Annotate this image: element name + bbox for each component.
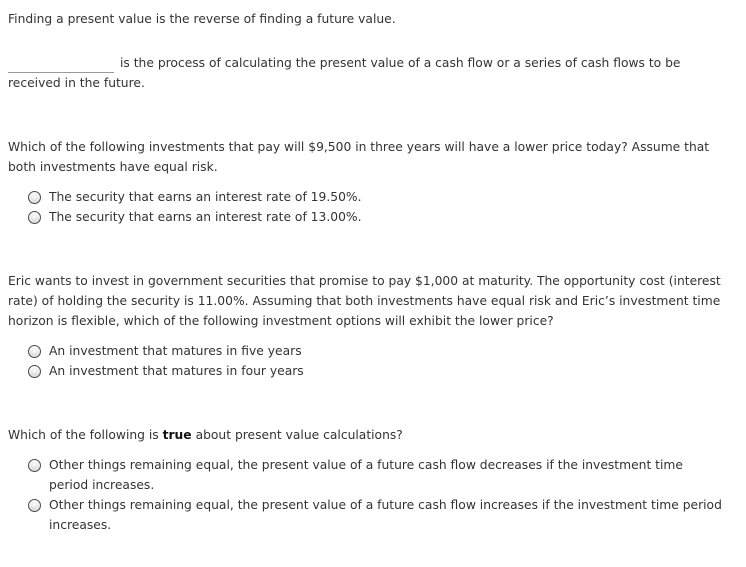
radio-button[interactable] [28, 345, 41, 358]
radio-button[interactable] [28, 499, 41, 512]
question-2-prompt: Eric wants to invest in government securities that promise to pay $1,000 at maturity. The opportunity cost (interest rate) of holding the security is 11.00%. Assuming that both investments have equal risk and Eric’s investment time horizon is flexible, which of the following investment options will exhibit the lower price? [8, 274, 721, 328]
radio-button[interactable] [28, 365, 41, 378]
radio-button[interactable] [28, 211, 41, 224]
radio-button[interactable] [28, 191, 41, 204]
question-3-option-a[interactable]: Other things remaining equal, the present value of a future cash flow decreases if the investment time period increases. [28, 455, 722, 495]
intro-text: Finding a present value is the reverse of finding a future value. [8, 12, 396, 26]
question-1-prompt: Which of the following investments that pay will $9,500 in three years will have a lower price today? Assume that both investments have equal risk. [8, 140, 710, 174]
fill-blank-statement [8, 53, 722, 93]
question-1-option-b[interactable]: The security that earns an interest rate of 13.00%. [28, 207, 722, 227]
question-2-option-a[interactable]: An investment that matures in five years [28, 341, 722, 361]
answer-blank-dropdown[interactable] [8, 58, 114, 73]
question-3-prompt: Which of the following is true about present value calculations? [8, 428, 403, 442]
emphasis-true: true [162, 428, 192, 442]
question-2-option-b[interactable]: An investment that matures in four years [28, 361, 722, 381]
question-3-option-b[interactable]: Other things remaining equal, the present value of a future cash flow increases if the investment time period increases. [28, 495, 722, 535]
question-2-options [28, 341, 722, 381]
fill-blank-text: is the process of calculating the present value of a cash flow or a series of cash flows to be received in the future. [8, 56, 681, 90]
question-3-options [28, 455, 722, 535]
radio-button[interactable] [28, 459, 41, 472]
question-1-option-a[interactable]: The security that earns an interest rate of 19.50%. [28, 187, 722, 207]
question-1-options [28, 187, 722, 227]
